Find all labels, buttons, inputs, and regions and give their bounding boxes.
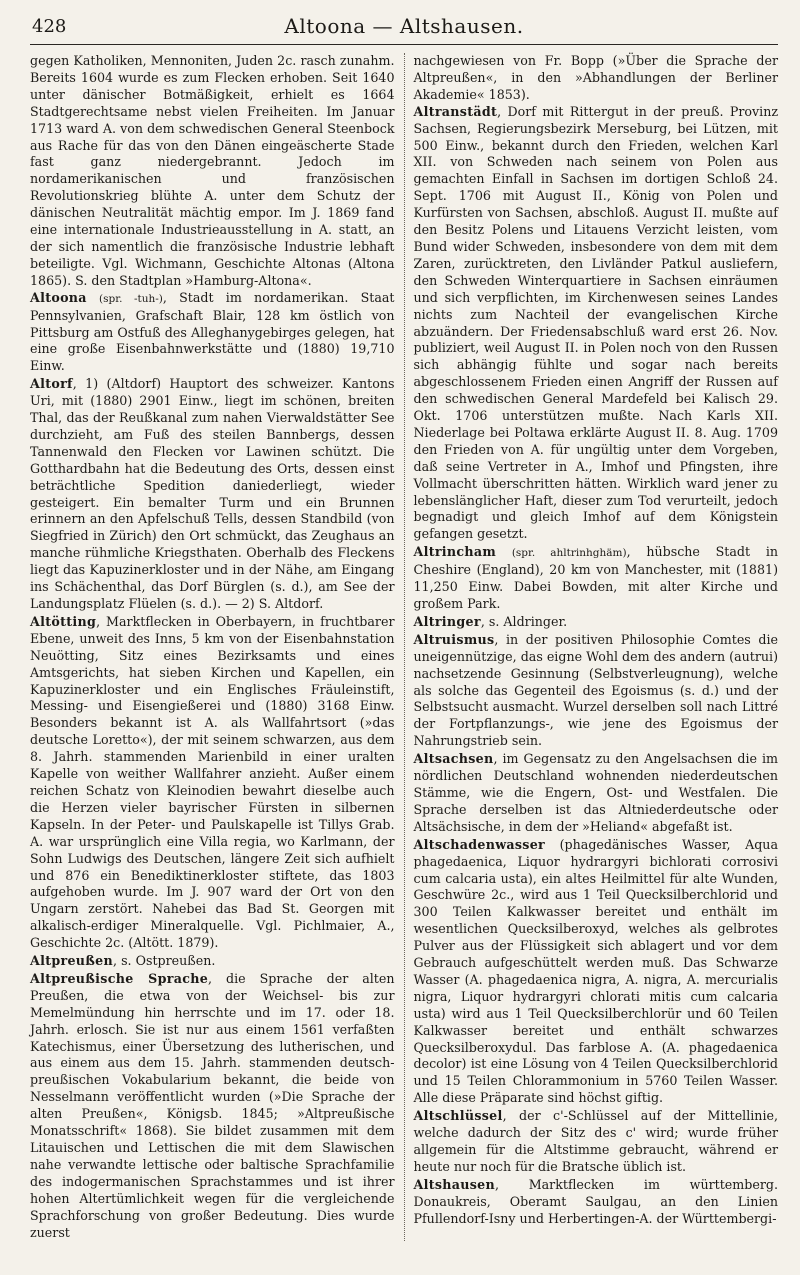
- entry-headword: Altötting: [30, 613, 97, 629]
- dictionary-entry: [414, 751, 779, 836]
- entry-text: , Marktflecken in Oberbayern, in fruchtbarer Ebene, unweit des Inns, 5 km von der Eisenbahnstation Neuötting, Sitz eines Bezirksamts und eines Amtsgerichts, hat sieben Kirchen und Kapellen, ein Kapuzinerkloster und ein Englisches Fräuleinstift, Messing- und Eisengießerei und (1880) 3168 Einw. Besonders bekannt ist A. als Wallfahrtsort (»das deutsche Loretto«), der mit seinem schwarzen, aus dem 8. Jahrh. stammenden Marienbild in einer uralten Kapelle von weither Wallfahrer anzieht. Außer einem reichen Schatz von Kleinodien bewahrt dieselbe auch die Herzen vieler bayrischer Fürsten in silbernen Kapseln. In der Peter- und Paulskapelle ist Tillys Grab. A. war ursprünglich eine Villa regia, wo Karlmann, der Sohn Ludwigs des Deutschen, längere Zeit sich aufhielt und 876 ein Benediktinerkloster stiftete, das 1803 aufgehoben wurde. Im J. 907 ward der Ort von den Ungarn zerstört. Nahebei das Bad St. Georgen mit alkalisch-erdiger Mineralquelle. Vgl. Pichlmaier, A., Geschichte 2c. (Altött. 1879).: [30, 613, 395, 951]
- dictionary-entry: [30, 376, 395, 613]
- dictionary-entry: [30, 971, 395, 1242]
- entry-text: (phagedänisches Wasser, Aqua phagedaenica, Liquor hydrargyri bichlorati corrosivi cum calcaria usta), ein altes Heilmittel für alte Wunden, Geschwüre 2c., wird aus 1 Teil Quecksilberchlorid und 300 Teilen Kalkwasser bereitet und enthält im wesentlichen Quecksilberoxyd, welches als gelbrotes Pulver aus der Flüssigkeit sich ablagert und vor dem Gebrauch aufgeschüttelt werden muß. Das Schwarze Wasser (A. phagedaenica nigra, A. nigra, A. mercurialis nigra, Liquor hydrargyri chlorati mitis cum calcaria usta) wird aus 1 Teil Quecksilberchlorür und 60 Teilen Kalkwasser bereitet und enthält schwarzes Quecksilberoxydul. Das farblose A. (A. phagedaenica decolor) ist eine Lösung von 4 Teilen Quecksilberchlorid und 15 Teilen Chlorammonium in 5760 Teilen Wasser. Alle diese Präparate sind höchst giftig.: [413, 836, 778, 1106]
- entry-text: , im Gegensatz zu den Angelsachsen die im nördlichen Deutschland wohnenden niederdeutschen Stämme, wie die Engern, Ost- und Westfalen. Die Sprache derselben ist das Altniederdeutsche oder Altsächsische, in dem der »Heliand« abgefaßt ist.: [413, 751, 778, 834]
- entry-text: , 1) (Altdorf) Hauptort des schweizer. Kantons Uri, mit (1880) 2901 Einw., liegt im schönen, breiten Thal, das der Reußkanal zum nahen Vierwaldstätter See durchzieht, am Fuß des steilen Bannbergs, dessen Tannenwald den Flecken vor Lawinen schützt. Die Gotthardbahn hat die Bedeutung des Orts, dessen einst beträchtliche Spedition daniederliegt, wieder gesteigert. Ein bemalter Turm und ein Brunnen erinnern an den Apfelschuß Tells, dessen Standbild (von Siegfried in Zürich) den Ort schmückt, das Zeughaus an manche rühmliche Kriegsthaten. Oberhalb des Fleckens liegt das Kapuzinerkloster und in der Nähe, am Eingang ins Schächenthal, das Dorf Bürglen (s. d.), am See der Landungsplatz Flüelen (s. d.). — 2) S. Altdorf.: [30, 376, 395, 611]
- dictionary-entry: [30, 953, 395, 970]
- entry-text: , in der positiven Philosophie Comtes die uneigennützige, das eigne Wohl dem des andern (autrui) nachsetzende Gesinnung (Selbstverleugnung), welche als solche das Gegenteil des Egoismus (s. d.) und der Selbstsucht ausmacht. Wurzel derselben soll nach Littré der Fortpflanzungs-, wie jene des Egoismus der Nahrungstrieb sein.: [413, 631, 778, 749]
- entry-text: , Stadt im nordamerikan. Staat Pennsylvanien, Grafschaft Blair, 128 km östlich von Pittsburg am Ostfuß des Alleghanygebirges gelegen, hat eine große Eisenbahnwerkstätte und (1880) 19,710 Einw.: [30, 289, 395, 374]
- entry-text: , hübsche Stadt in Cheshire (England), 20 km von Manchester, mit (1881) 11,250 Einw. Dabei Bowden, mit alter Kirche und großem Park.: [413, 544, 778, 611]
- entry-pronunciation: (spr. ahltrinhghäm): [511, 547, 627, 560]
- dictionary-entry: [414, 104, 779, 544]
- page-number: 428: [32, 16, 67, 37]
- entry-text: , die Sprache der alten Preußen, die etwa von der Weichsel- bis zur Memelmündung hin herrschte und im 17. oder 18. Jahrh. erlosch. Sie ist nur aus einem 1561 verfaßten Katechismus, einer Übersetzung des lutherischen, und aus einem aus dem 15. Jahrh. stammenden deutsch-preußischen Vokabularium bekannt, die beide von Nesselmann veröffentlicht wurden (»Die Sprache der alten Preußen«, Königsb. 1845; »Altpreußische Monatsschrift« 1868). Sie bildet zusammen mit dem Litauischen und Lettischen die mit dem Slawischen nahe verwandte lettische oder baltische Sprachfamilie des indogermanischen Sprachstammes und ist ihrer hohen Altertümlichkeit wegen für die vergleichende Sprachforschung von großer Bedeutung. Dies wurde zuerst: [30, 970, 395, 1240]
- dictionary-entry: [414, 1108, 779, 1176]
- entry-headword: Altpreußen: [30, 953, 114, 969]
- entry-headword: Altringer: [413, 613, 481, 629]
- entry-pronunciation: (spr. -tuh-): [99, 292, 163, 305]
- entry-headword: Altschadenwasser: [413, 836, 546, 852]
- right-column: [405, 53, 779, 1241]
- entry-text: , s. Ostpreußen.: [113, 953, 216, 969]
- entry-text: gegen Katholiken, Mennoniten, Juden 2c. rasch zunahm. Bereits 1604 wurde es zum Flecken erhoben. Seit 1640 unter dänischer Botmäßigkeit, erhielt es 1664 Stadtgerechtsame nebst vielen Freiheiten. Im Januar 1713 ward A. von dem schwedischen General Steenbock aus Rache für das von den Dänen eingeäscherte Stade fast ganz niedergebrannt. Jedoch im nordamerikanischen und französischen Revolutionskrieg blühte A. unter dem Schutz der dänischen Neutralität mächtig empor. Im J. 1869 fand eine internationale Industrieausstellung in A. statt, an der sich namentlich die französische Industrie lebhaft beteiligte. Vgl. Wichmann, Geschichte Altonas (Altona 1865). S. den Stadtplan »Hamburg-Altona«.: [30, 53, 395, 288]
- entry-headword: Altoona: [30, 289, 87, 305]
- text-columns: [30, 53, 778, 1241]
- entry-headword: Altorf: [30, 376, 73, 392]
- dictionary-entry: [414, 1177, 779, 1228]
- entry-headword: Altranstädt: [413, 103, 498, 119]
- page-header: [30, 14, 778, 45]
- entry-headword: Altshausen: [413, 1176, 495, 1192]
- entry-text: , Marktflecken im württemberg. Donaukreis, Oberamt Saulgau, an den Linien Pfullendorf-Isny und Herbertingen-A. der Württembergi-: [413, 1176, 778, 1226]
- entry-text: , Dorf mit Rittergut in der preuß. Provinz Sachsen, Regierungsbezirk Merseburg, bei Lützen, mit 500 Einw., bekannt durch den Frieden, welchen Karl XII. von Schweden nach seinem von Polen aus gemachten Einfall in Sachsen im dortigen Schloß 24. Sept. 1706 mit August II., König von Polen und Kurfürsten von Sachsen, abschloß. August II. mußte auf den Besitz Polens und Litauens Verzicht leisten, vom Bund wider Schweden, insbesondere von dem mit dem Zaren, zurücktreten, den Livländer Patkul ausliefern, den Schweden Winterquartiere in Sachsen einräumen und sich verpflichten, im Kirchenwesen seines Landes nichts zum Nachteil der evangelischen Kirche abzuändern. Der Friedensabschluß ward erst 26. Nov. publiziert, weil August II. in Polen noch von den Russen sich abhängig fühlte und sogar nach bereits abgeschlossenem Frieden einen Angriff der Russen auf den schwedischen General Mardefeld bei Kalisch 29. Okt. 1706 unterstützen mußte. Nach Karls XII. Niederlage bei Poltawa erklärte August II. 8. Aug. 1709 den Frieden von A. für ungültig unter dem Vorgeben, daß seine Vertreter in A., Imhof und Pfingsten, ihre Vollmacht überschritten hätten. Wirklich ward jener zu lebenslänglicher Haft, dieser zum Tod verurteilt, jedoch begnadigt und gleich Imhof auf dem Königstein gefangen gesetzt.: [413, 103, 778, 542]
- entry-headword: Altschlüssel: [413, 1108, 503, 1124]
- dictionary-entry: [30, 614, 395, 952]
- entry-text: , der c'-Schlüssel auf der Mittellinie, welche dadurch der Sitz des c' wird; wurde früher allgemein für die Altstimme gebraucht, während er heute nur noch für die Bratsche üblich ist.: [413, 1108, 778, 1174]
- left-column: [30, 53, 404, 1241]
- entry-text: nachgewiesen von Fr. Bopp (»Über die Sprache der Altpreußen«, in den »Abhandlungen der Berliner Akademie« 1853).: [413, 53, 778, 102]
- entry-text: , s. Aldringer.: [480, 613, 568, 629]
- dictionary-entry: [414, 837, 779, 1108]
- entry-headword: Altsachsen: [413, 751, 494, 767]
- entry-headword: Altrincham: [413, 544, 497, 560]
- running-title: Altoona — Altshausen.: [284, 14, 524, 38]
- dictionary-entry: [414, 544, 779, 613]
- entry-headword: Altpreußische Sprache: [30, 970, 209, 986]
- dictionary-entry: [414, 632, 779, 750]
- entry-headword: Altruismus: [413, 631, 495, 647]
- dictionary-entry: [414, 614, 779, 631]
- entry-continuation: [30, 53, 395, 290]
- entry-continuation: [414, 53, 779, 104]
- dictionary-entry: [30, 290, 395, 376]
